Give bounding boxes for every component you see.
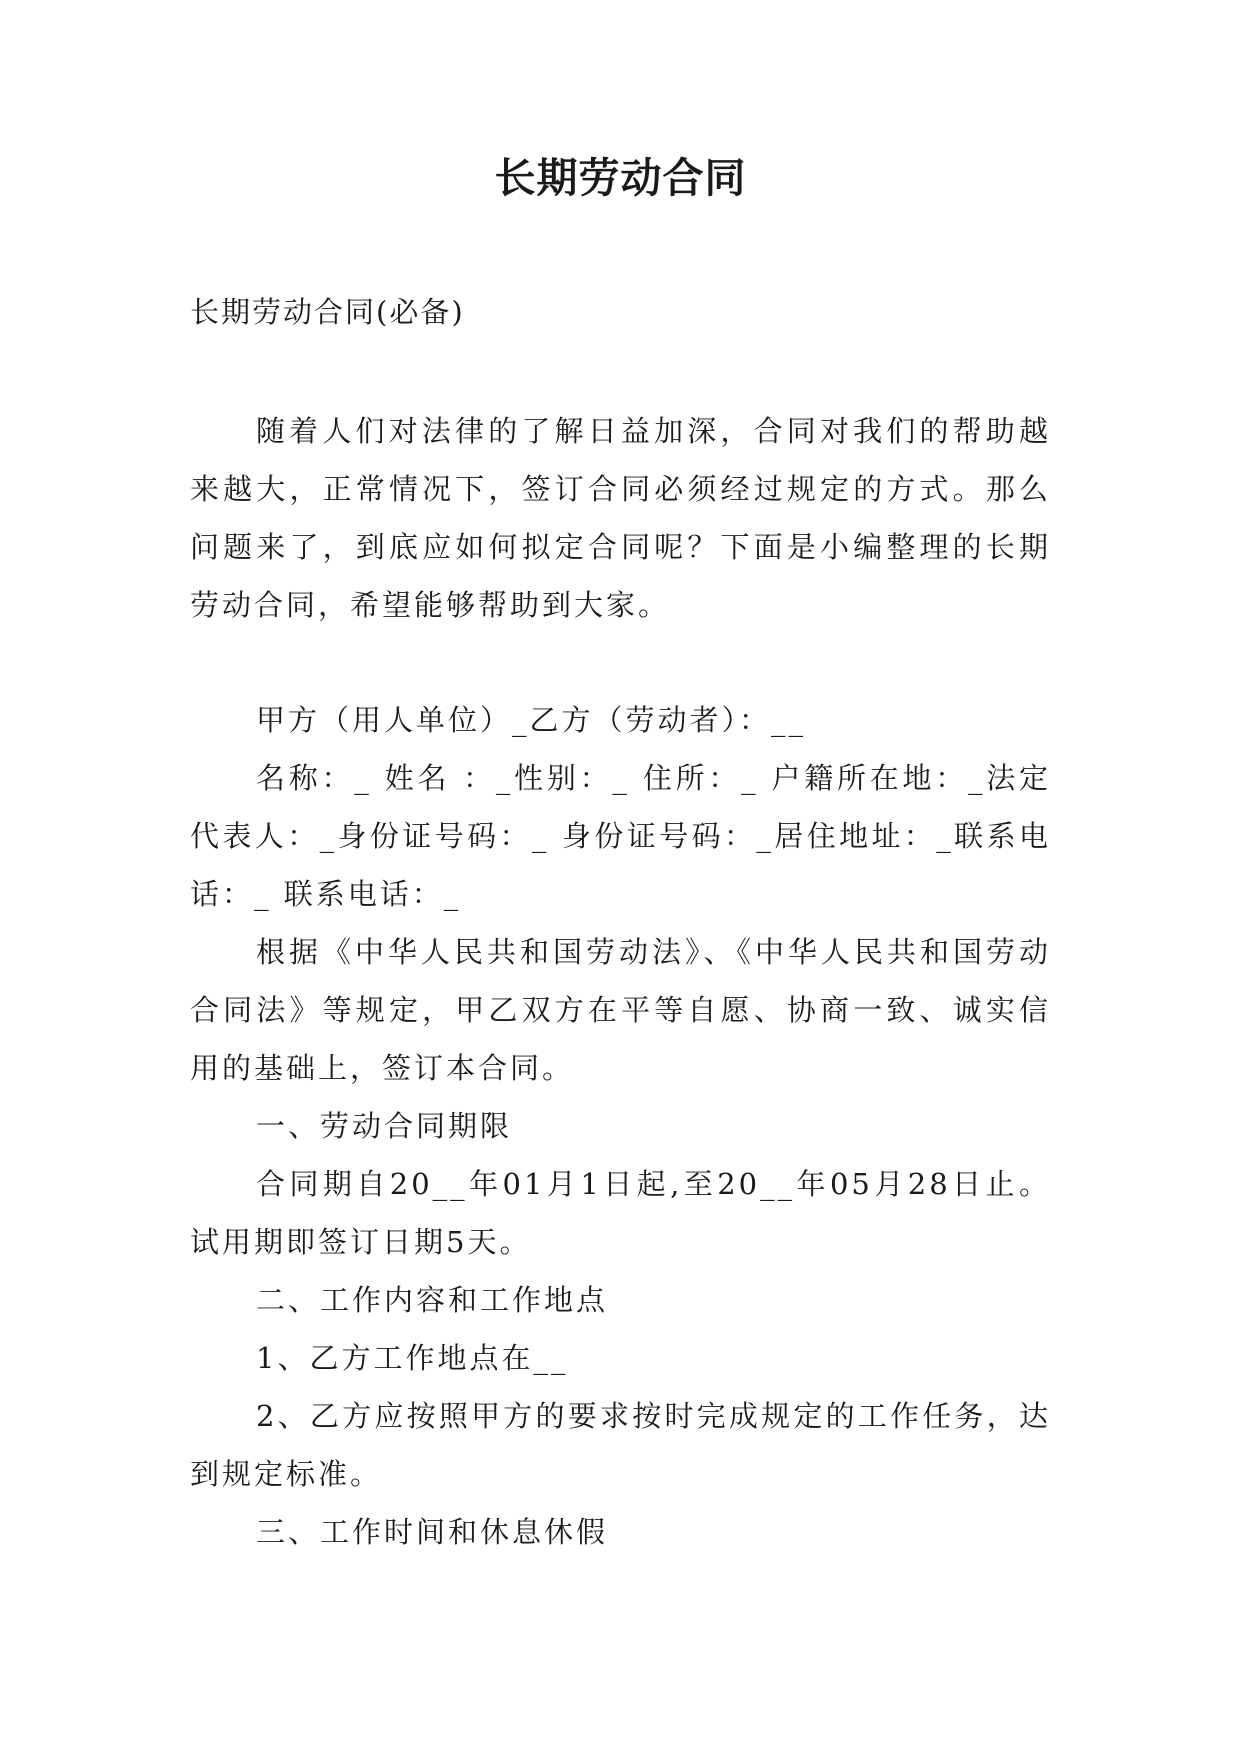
parties-line: 甲方（用人单位）_乙方（劳动者）：__ [256, 703, 807, 737]
legal-basis-paragraph: 根据《中华人民共和国劳动法》、《中华人民共和国劳动合同法》等规定，甲乙双方在平等自愿、协商一致、诚实信用的基础上，签订本合同。 [190, 935, 1051, 1085]
contract-term-paragraph: 合同期自20__年01月1日起,至20__年05月28日止。试用期即签订日期5天。 [190, 1167, 1051, 1259]
intro-block [190, 402, 1051, 634]
contract-body [190, 691, 1051, 1561]
intro-paragraph: 随着人们对法律的了解日益加深，合同对我们的帮助越来越大，正常情况下，签订合同必须经过规定的方式。那么问题来了，到底应如何拟定合同呢？下面是小编整理的长期劳动合同，希望能够帮助到大家。 [190, 414, 1051, 622]
section-heading-work: 二、工作内容和工作地点 [256, 1283, 609, 1317]
work-location-item: 1、乙方工作地点在__ [256, 1341, 569, 1375]
document-subtitle: 长期劳动合同(必备) [190, 295, 465, 329]
party-details: 名称：_ 姓名 ：_性别：_ 住所：_ 户籍所在地：_法定代表人：_身份证号码：_ 身份证号码：_居住地址：_联系电话：_ 联系电话：_ [190, 761, 1051, 911]
work-task-item: 2、乙方应按照甲方的要求按时完成规定的工作任务，达到规定标准。 [190, 1399, 1051, 1491]
section-heading-hours: 三、工作时间和休息休假 [256, 1515, 609, 1549]
section-heading-term: 一、劳动合同期限 [256, 1109, 513, 1143]
document-title: 长期劳动合同 [494, 154, 747, 202]
